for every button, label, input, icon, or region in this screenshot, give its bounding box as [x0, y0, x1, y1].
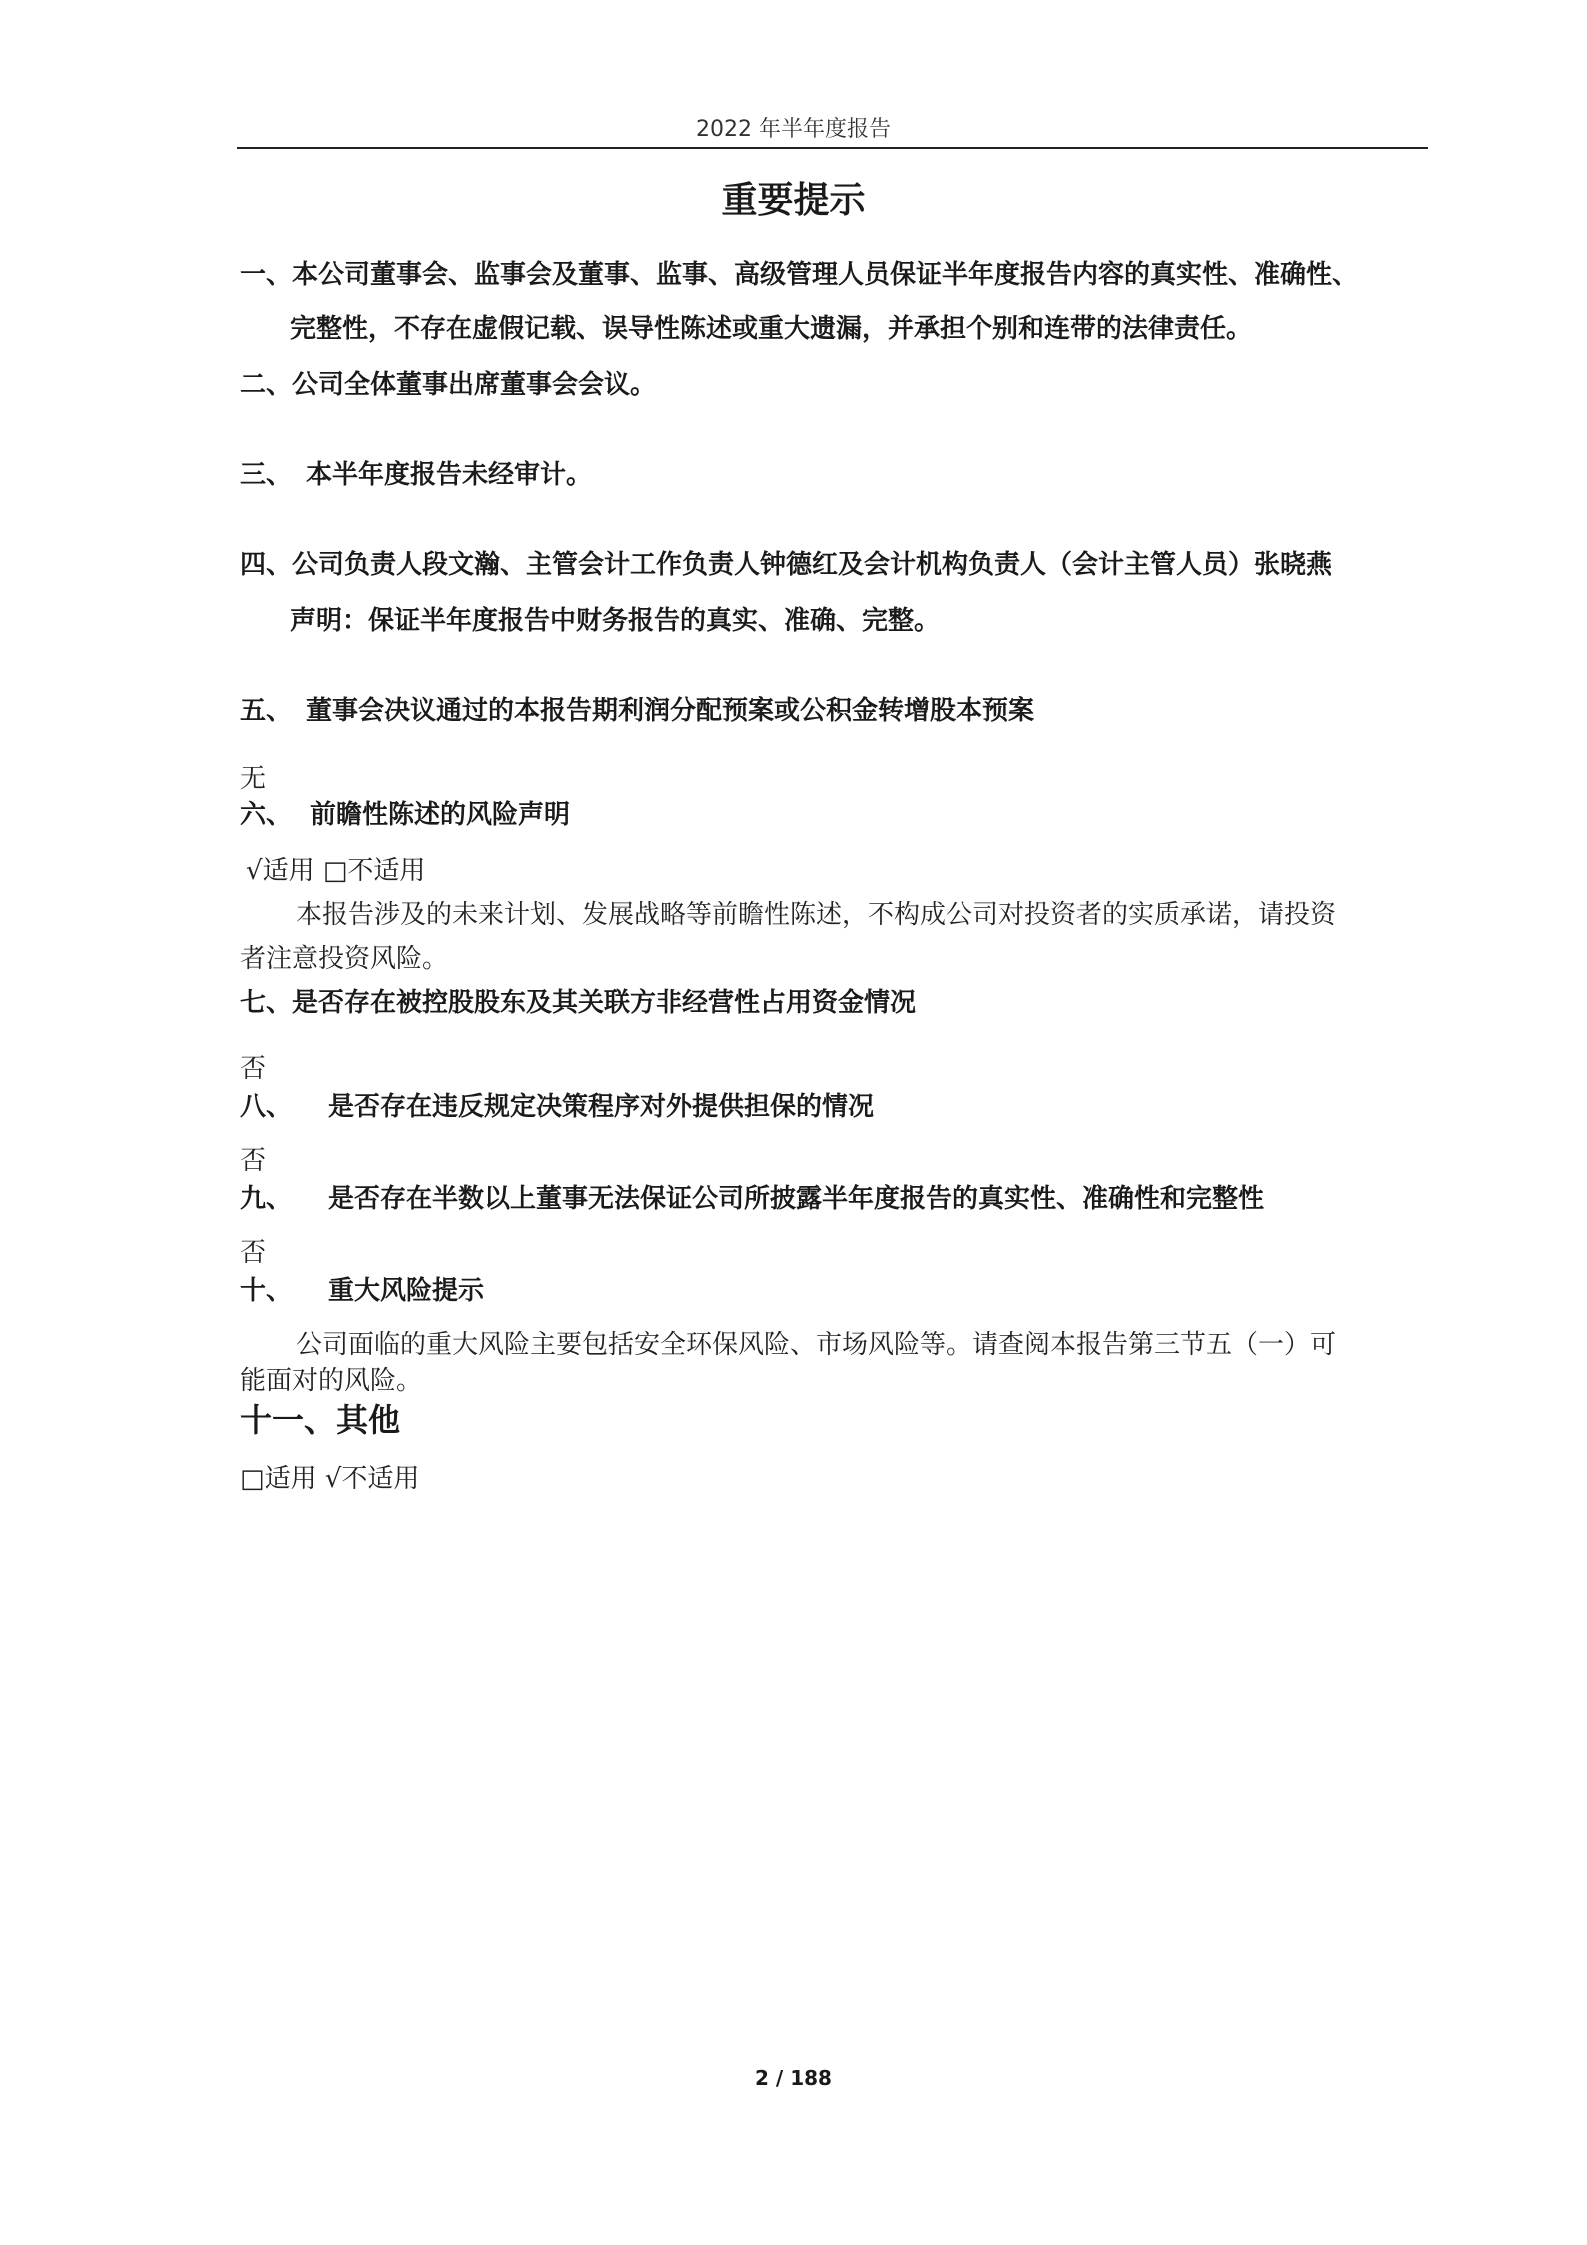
item-10-body-line1: 公司面临的重大风险主要包括安全环保风险、市场风险等。请查阅本报告第三节五（一）可 — [296, 1330, 1337, 1360]
page-header: 2022 年半年度报告 — [696, 117, 891, 142]
item-6-heading — [240, 798, 570, 832]
item-2-heading — [240, 368, 656, 402]
item-7-number: 七、 — [240, 988, 293, 1018]
item-7-answer: 否 — [240, 1054, 267, 1084]
item-6-number: 六、 — [240, 800, 293, 830]
item-4-number: 四、 — [240, 550, 293, 580]
page-title: 重要提示 — [721, 180, 866, 221]
item-3-heading — [240, 458, 592, 492]
item-8-answer: 否 — [240, 1146, 267, 1176]
item-4-line2: 声明：保证半年度报告中财务报告的真实、准确、完整。 — [290, 606, 941, 636]
item-10-body-line2: 能面对的风险。 — [240, 1366, 423, 1396]
item-5-heading — [240, 694, 1034, 728]
item-5-number: 五、 — [240, 696, 293, 726]
item-9-answer: 否 — [240, 1238, 267, 1268]
item-2-number: 二、 — [240, 370, 293, 400]
item-8-text: 是否存在违反规定决策程序对外提供担保的情况 — [328, 1092, 875, 1122]
item-9-heading — [240, 1182, 1264, 1216]
item-10-text: 重大风险提示 — [328, 1276, 485, 1306]
item-6-body-line1: 本报告涉及的未来计划、发展战略等前瞻性陈述，不构成公司对投资者的实质承诺，请投资 — [296, 900, 1337, 930]
item-4-line1: 公司负责人段文瀚、主管会计工作负责人钟德红及会计机构负责人（会计主管人员）张晓燕 — [292, 550, 1333, 580]
item-6-body-line2: 者注意投资风险。 — [240, 944, 449, 974]
item-6-text: 前瞻性陈述的风险声明 — [310, 800, 571, 830]
item-2-text: 公司全体董事出席董事会会议。 — [292, 370, 657, 400]
item-7-text: 是否存在被控股股东及其关联方非经营性占用资金情况 — [292, 988, 917, 1018]
item-1-line1: 本公司董事会、监事会及董事、监事、高级管理人员保证半年度报告内容的真实性、准确性、 — [292, 260, 1359, 290]
page-number: 2 / 188 — [755, 2066, 832, 2090]
item-3-text: 本半年度报告未经审计。 — [306, 460, 593, 490]
item-8-number: 八、 — [240, 1092, 293, 1122]
item-1-line2: 完整性，不存在虚假记载、误导性陈述或重大遗漏，并承担个别和连带的法律责任。 — [290, 314, 1253, 344]
item-7-heading — [240, 986, 916, 1020]
item-11-heading — [240, 1400, 400, 1440]
item-10-number: 十、 — [240, 1276, 293, 1306]
item-11-applicability: □适用 √不适用 — [240, 1464, 420, 1494]
item-8-heading — [240, 1090, 874, 1124]
item-4-heading — [240, 548, 1332, 582]
item-6-applicability: √适用 □不适用 — [246, 856, 426, 886]
item-1-number: 一、 — [240, 260, 293, 290]
item-9-text: 是否存在半数以上董事无法保证公司所披露半年度报告的真实性、准确性和完整性 — [328, 1184, 1265, 1214]
item-3-number: 三、 — [240, 460, 293, 490]
header-rule — [237, 147, 1428, 149]
item-1-heading — [240, 258, 1358, 292]
item-10-heading — [240, 1274, 484, 1308]
item-11-number: 十一、 — [240, 1401, 337, 1439]
item-9-number: 九、 — [240, 1184, 293, 1214]
item-5-text: 董事会决议通过的本报告期利润分配预案或公积金转增股本预案 — [306, 696, 1035, 726]
item-11-text: 其他 — [336, 1401, 401, 1439]
item-5-answer: 无 — [240, 764, 267, 794]
